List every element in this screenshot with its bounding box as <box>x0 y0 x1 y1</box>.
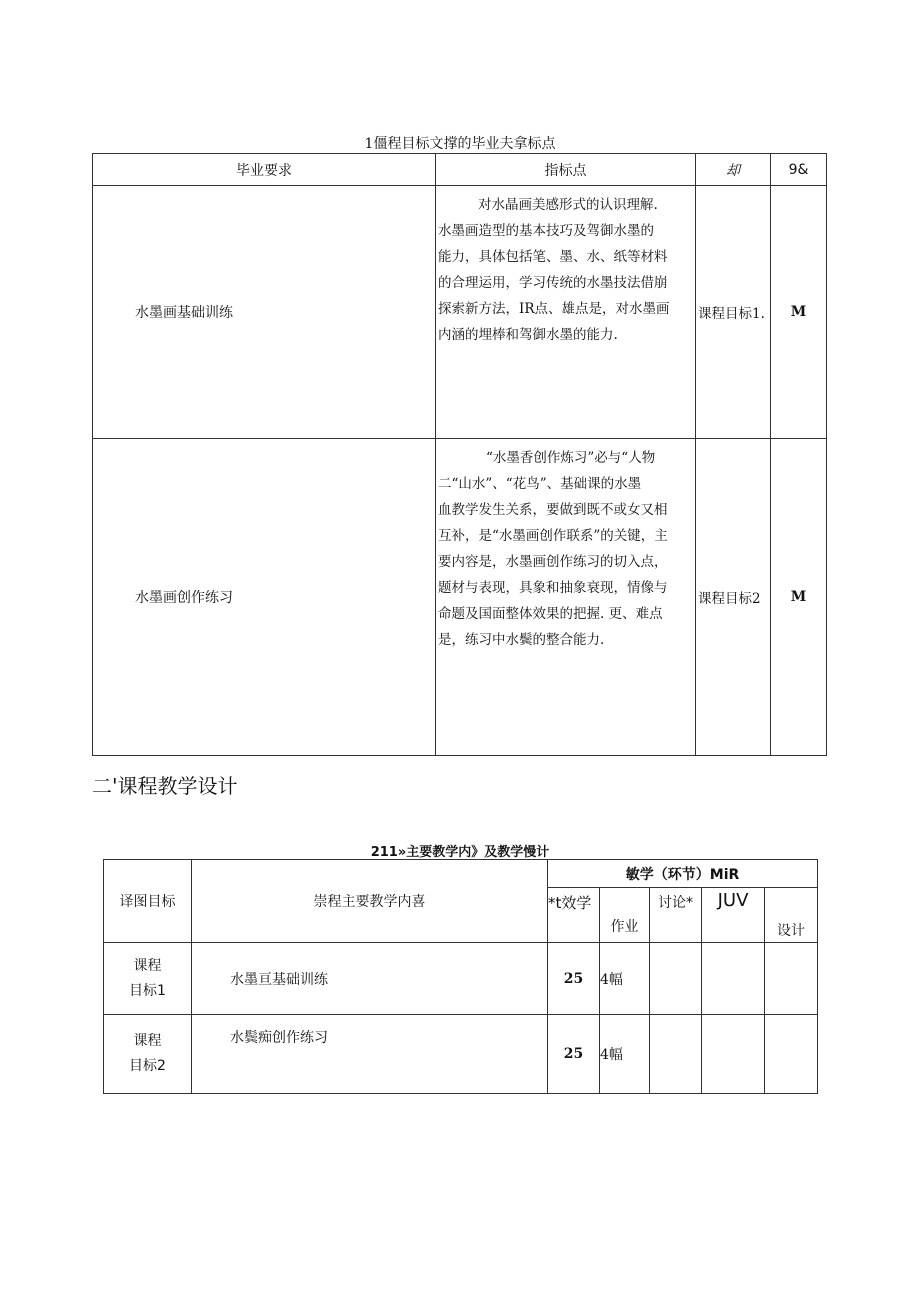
indicator-line: 是，练习中水鬓的整合能力. <box>438 632 605 648</box>
course-goal-cell <box>104 943 192 1015</box>
header-teaching: *t效学 <box>548 888 600 943</box>
level-cell: M <box>771 439 827 756</box>
table2-caption: 211»主要教学内》及教学慢计 <box>370 845 550 860</box>
discussion-cell <box>650 943 702 1015</box>
indicator-line: “水墨香创作炼习”必与“人物 <box>486 450 656 466</box>
course-goal-line: 目标2 <box>129 1058 166 1074</box>
indicator-line: 题材与表现，具象和抽象衰现，情像与 <box>438 580 668 596</box>
section-heading: 二'课程教学设计 <box>92 774 238 798</box>
indicator-line: 二“山水”、“花鸟”、基础课的水墨 <box>438 476 642 492</box>
table1-caption: 1僵程目标文撑的毕业夫拿标点 <box>364 136 556 152</box>
juv-cell <box>702 1015 765 1094</box>
homework-cell: 4幅 <box>600 1015 650 1094</box>
requirement-cell: 水墨画基础训练 <box>93 186 436 439</box>
table-row <box>93 439 827 756</box>
course-goal-line: 课程 <box>133 957 162 974</box>
design-cell <box>765 943 818 1015</box>
graduation-requirements-table <box>92 153 827 756</box>
table2-header-row-1 <box>104 860 818 888</box>
homework-cell: 4幅 <box>600 943 650 1015</box>
table-row <box>104 943 818 1015</box>
level-cell: M <box>771 186 827 439</box>
discussion-cell <box>650 1015 702 1094</box>
header-course-goal: 译图目标 <box>104 860 192 943</box>
indicator-line: 血教学发生关系，要做到既不或女又相 <box>438 502 668 518</box>
teach-hours-cell: 25 <box>548 943 600 1015</box>
header-juv: JUV <box>702 888 765 943</box>
indicator-line: 内涵的埋棒和驾御水墨的能力. <box>438 327 618 343</box>
header-level: 9& <box>771 154 827 186</box>
indicator-line: 命题及国面整体效果的把握. 更、难点 <box>438 606 663 622</box>
indicator-cell <box>436 186 696 439</box>
header-teaching-segment: 敏学（环节）MiR <box>548 860 818 888</box>
indicator-line: 对水晶画美感形式的认识理解. <box>478 197 658 213</box>
juv-cell <box>702 943 765 1015</box>
content-cell: 水鬓痴创作练习 <box>192 1015 548 1094</box>
indicator-line: 要内容是，水墨画创作练习的切入点， <box>438 554 668 570</box>
table-row <box>93 186 827 439</box>
header-indicator: 指标点 <box>436 154 696 186</box>
design-cell <box>765 1015 818 1094</box>
header-discussion: 讨论* <box>650 888 702 943</box>
content-cell: 水墨亘基础训练 <box>192 943 548 1015</box>
header-goal: 却 <box>696 154 771 186</box>
requirement-cell: 水墨画创作练习 <box>93 439 436 756</box>
header-requirement: 毕业要求 <box>93 154 436 186</box>
indicator-cell <box>436 439 696 756</box>
course-goal-line: 课程 <box>133 1033 162 1049</box>
course-goal-line: 目标1 <box>129 982 166 999</box>
indicator-line: 水墨画造型的基本技巧及驾御水墨的 <box>438 223 654 239</box>
header-main-content: 崇程主要教学内喜 <box>192 860 548 943</box>
table-row <box>104 1015 818 1094</box>
indicator-line: 的合理运用，学习传统的水墨技法借崩 <box>438 275 668 291</box>
indicator-line: 互补，是“水墨画创作联系”的关键，主 <box>438 528 668 544</box>
teach-hours-cell: 25 <box>548 1015 600 1094</box>
table1-header-row <box>93 154 827 186</box>
goal-cell: 课程目标2 <box>696 439 771 756</box>
indicator-line: 探索新方法，IR点、雄点是，对水墨画 <box>438 301 670 317</box>
header-homework: 作业 <box>600 888 650 943</box>
indicator-line: 能力，具体包括笔、墨、水、纸等材料 <box>438 249 668 265</box>
course-goal-cell <box>104 1015 192 1094</box>
goal-cell: 课程目标1. <box>696 186 771 439</box>
header-design: 设计 <box>765 888 818 943</box>
teaching-design-table <box>103 859 818 1094</box>
